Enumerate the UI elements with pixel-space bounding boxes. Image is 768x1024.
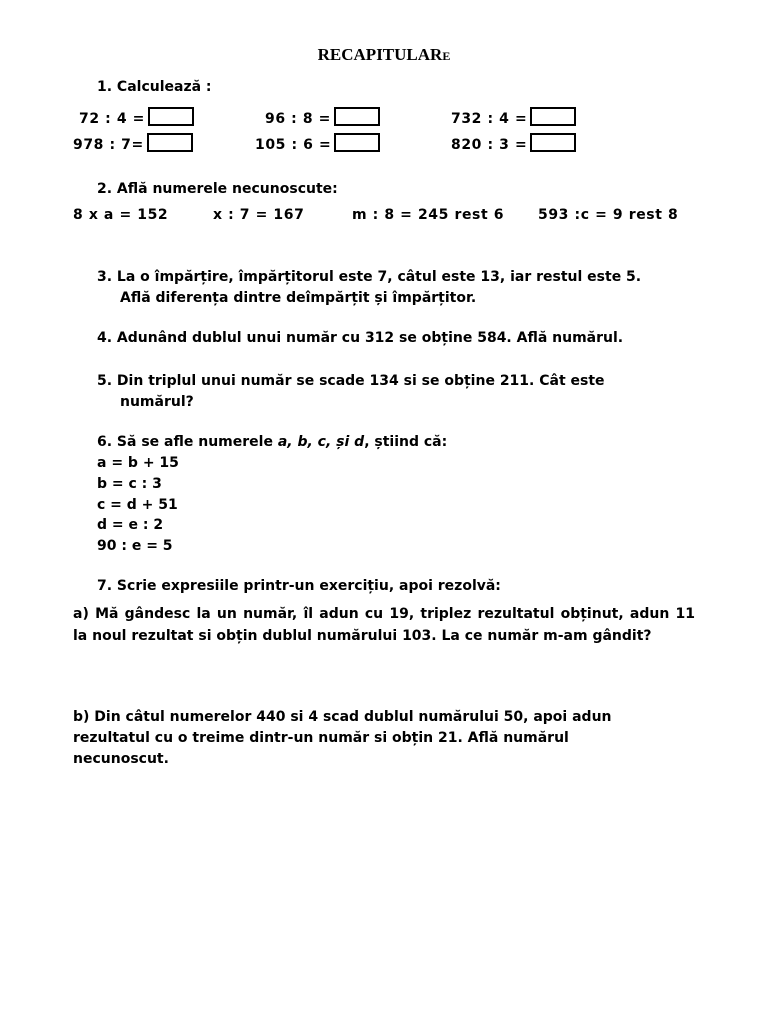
title-last-letter: E [442, 49, 451, 63]
ex1-op-6: 820 : 3 = [451, 133, 576, 154]
answer-box[interactable] [530, 133, 576, 152]
ex6-relation: a = b + 15 [97, 455, 179, 471]
ex6-variables: a, b, c, și d [277, 434, 365, 450]
ex7-part-a: a) Mă gândesc la un număr, îl adun cu 19, triplez rezultatul obținut, adun 11 la noul rezultat si obțin dublul numărului 103. La ce număr m-am gândit? [73, 606, 695, 644]
ex6-relation: 90 : e = 5 [97, 538, 173, 554]
ex6-heading: 6. Să se afle numerele a, b, c, și d, știind că: [97, 434, 448, 450]
ex2-equation: 8 x a = 152 [73, 207, 169, 223]
ex1-op-1: 72 : 4 = [79, 107, 194, 128]
ex2-equation: 593 :c = 9 rest 8 [538, 207, 679, 223]
ex6-relation: d = e : 2 [97, 517, 164, 533]
answer-box[interactable] [334, 133, 380, 152]
ex2-heading: 2. Află numerele necunoscute: [97, 181, 338, 197]
ex7-part-b-line-1: b) Din câtul numerelor 440 si 4 scad dublul numărului 50, apoi adun [73, 709, 612, 725]
ex7-part-b-line-3: necunoscut. [73, 751, 169, 767]
ex1-heading: 1. Calculează : [97, 79, 212, 95]
ex6-relation: b = c : 3 [97, 476, 162, 492]
ex4-line-1: 4. Adunând dublul unui număr cu 312 se obține 584. Află numărul. [97, 330, 624, 346]
ex1-op-4: 978 : 7= [73, 133, 193, 154]
ex1-op-2: 96 : 8 = [265, 107, 380, 128]
ex3-line-2: Află diferența dintre deîmpărțit și împărțitor. [120, 290, 477, 306]
ex2-equation: x : 7 = 167 [213, 207, 305, 223]
ex2-equation: m : 8 = 245 rest 6 [352, 207, 505, 223]
answer-box[interactable] [147, 133, 193, 152]
answer-box[interactable] [530, 107, 576, 126]
ex3-line-1: 3. La o împărțire, împărțitorul este 7, câtul este 13, iar restul este 5. [97, 269, 642, 285]
ex1-op-3: 732 : 4 = [451, 107, 576, 128]
ex7-heading: 7. Scrie expresiile printr-un exercițiu, apoi rezolvă: [97, 578, 501, 594]
ex1-op-5: 105 : 6 = [255, 133, 380, 154]
ex7-part-b-line-2: rezultatul cu o treime dintr-un număr si obțin 21. Află numărul [73, 730, 569, 746]
title-main: RECAPITULAR [317, 45, 443, 64]
ex6-relation: c = d + 51 [97, 497, 178, 513]
ex5-line-2: numărul? [120, 394, 194, 410]
page-title [0, 45, 768, 66]
answer-box[interactable] [148, 107, 194, 126]
answer-box[interactable] [334, 107, 380, 126]
ex5-line-1: 5. Din triplul unui număr se scade 134 si se obține 211. Cât este [97, 373, 605, 389]
